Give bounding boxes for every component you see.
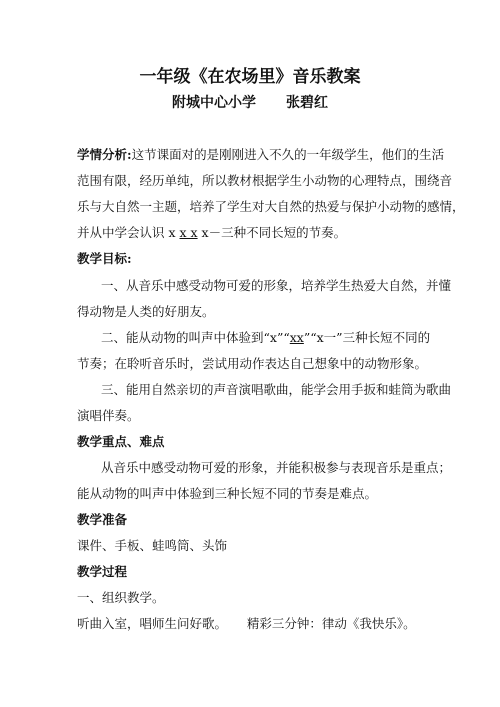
process-heading: 教学过程 (77, 564, 128, 579)
key-points-heading: 教学重点、难点 (77, 434, 165, 449)
process-step-1-detail: 听曲入室，唱师生问好歌。 精彩三分钟：律动《我快乐》。 (77, 616, 416, 631)
process-step-1: 一、组织教学。 (77, 590, 165, 605)
rhythm-underlined: x x (179, 225, 198, 240)
goal-1-line-1: 一、从音乐中感受动物可爱的形象，培养学生热爱大自然，并懂 (101, 278, 452, 293)
analysis-line-1: 学情分析:这节课面对的是刚刚进入不久的一年级学生，他们的生活 (77, 147, 445, 162)
author-name: 张碧红 (286, 95, 328, 111)
key-points-line-2: 能从动物的叫声中体验到三种长短不同的节奏是难点。 (77, 486, 378, 501)
goals-heading: 教学目标: (77, 251, 132, 266)
school-name: 附城中心小学 (172, 95, 256, 111)
goal-3-line-2: 演唱伴奏。 (77, 408, 140, 423)
preparation-text: 课件、手板、蛙鸣筒、头饰 (77, 538, 228, 553)
analysis-line-4: 并从中学会认识 x x x x－三种不同长短的节奏。 (77, 225, 347, 240)
goal-3-line-1: 三、能用自然亲切的声音演唱歌曲，能学会用手扳和蛙筒为歌曲 (101, 382, 452, 397)
document-title: 一年级《在农场里》音乐教案 (139, 67, 361, 87)
key-points-line-1: 从音乐中感受动物可爱的形象，并能积极参与表现音乐是重点； (101, 460, 452, 475)
preparation-heading: 教学准备 (77, 512, 128, 527)
analysis-line-2: 范围有限，经历单纯，所以教材根据学生小动物的心理特点，围绕音 (77, 173, 453, 188)
analysis-line-3: 乐与大自然一主题，培养了学生对大自然的热爱与保护小动物的感情， (77, 199, 465, 214)
goal-1-line-2: 得动物是人类的好朋友。 (77, 304, 215, 319)
document-subtitle (0, 92, 500, 112)
goal-2-line-2: 节奏；在聆听音乐时，尝试用动作表达自己想象中的动物形象。 (77, 356, 428, 371)
goal-2-line-1: 二、能从动物的叫声中体验到“x”“xx”“x一”三种长短不同的 (101, 330, 431, 345)
analysis-heading: 学情分析: (77, 147, 132, 162)
rhythm-underlined-2: xx (289, 330, 304, 345)
